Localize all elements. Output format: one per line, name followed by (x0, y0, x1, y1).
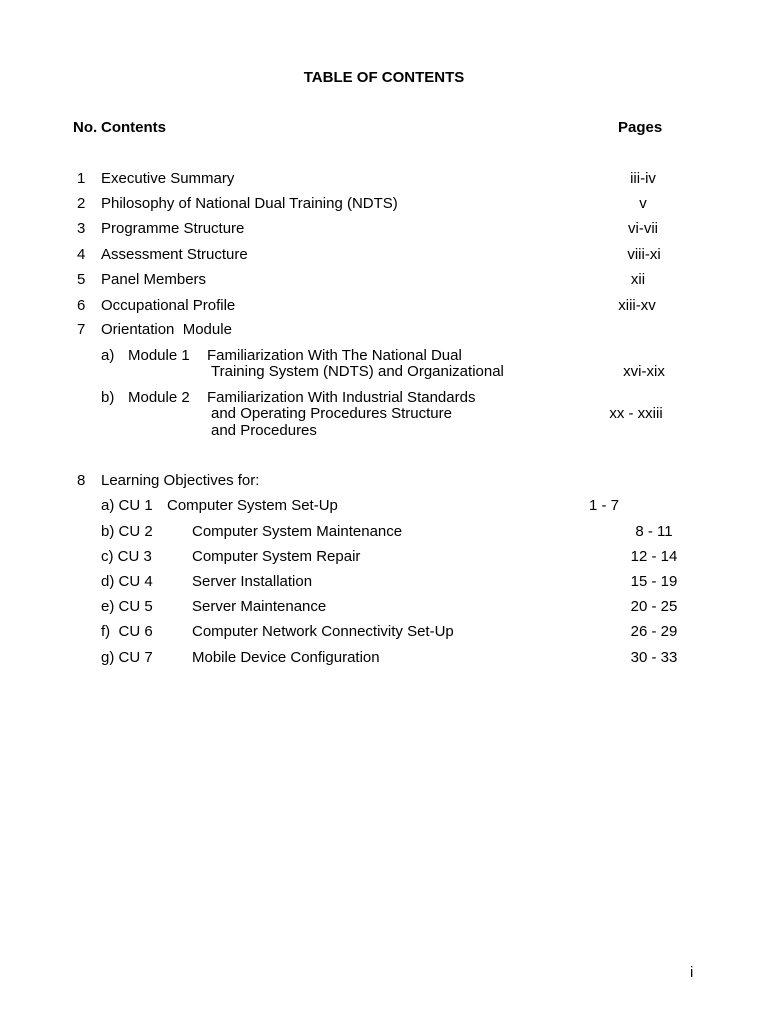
page-number: i (690, 964, 694, 981)
cu-pages: 1 - 7 (588, 497, 620, 514)
entry-no: 5 (77, 271, 86, 288)
cu-text: Server Maintenance (192, 598, 327, 615)
entry-pages: iii-iv (630, 170, 656, 187)
cu-pages: 26 - 29 (630, 623, 678, 640)
module-code: Module 1 (128, 347, 190, 364)
entry-text: Philosophy of National Dual Training (NDTS) (101, 195, 398, 212)
entry-text: Panel Members (101, 271, 207, 288)
cu-label: a) CU 1 (101, 497, 153, 514)
entry-pages: xiii-xv (618, 297, 656, 314)
cu-pages: 15 - 19 (630, 573, 678, 590)
header-no: No. (73, 119, 98, 136)
cu-label: d) CU 4 (101, 573, 153, 590)
entry-no: 1 (77, 170, 86, 187)
cu-text: Mobile Device Configuration (192, 649, 380, 666)
cu-text: Computer System Set-Up (167, 497, 338, 514)
cu-pages: 8 - 11 (635, 523, 673, 540)
cu-text: Computer System Repair (192, 548, 361, 565)
cu-text: Computer System Maintenance (192, 523, 403, 540)
cu-label: f) CU 6 (101, 623, 153, 640)
cu-label: e) CU 5 (101, 598, 153, 615)
module-title-line: Training System (NDTS) and Organizational (211, 363, 504, 380)
entry-no: 2 (77, 195, 86, 212)
entry-no: 7 (77, 321, 86, 338)
entry-pages: v (639, 195, 647, 212)
module-title-line: and Operating Procedures Structure (211, 405, 452, 422)
cu-pages: 30 - 33 (630, 649, 678, 666)
entry-text: Programme Structure (101, 220, 245, 237)
entry-pages: viii-xi (627, 246, 661, 263)
module-pages: xx - xxiii (609, 405, 663, 422)
entry-no: 8 (77, 472, 86, 489)
learning-heading: Learning Objectives for: (101, 472, 260, 489)
header-contents: Contents (101, 119, 166, 136)
entry-pages: xii (630, 271, 646, 288)
page-title: TABLE OF CONTENTS (303, 69, 465, 86)
module-title-line: Familiarization With Industrial Standards (207, 389, 476, 406)
entry-no: 3 (77, 220, 86, 237)
cu-label: b) CU 2 (101, 523, 153, 540)
entry-text: Occupational Profile (101, 297, 236, 314)
cu-label: c) CU 3 (101, 548, 152, 565)
entry-no: 4 (77, 246, 86, 263)
cu-text: Server Installation (192, 573, 313, 590)
module-letter: a) (101, 347, 115, 364)
entry-text: Assessment Structure (101, 246, 248, 263)
module-title-line: and Procedures (211, 422, 317, 439)
entry-no: 6 (77, 297, 86, 314)
module-pages: xvi-xix (623, 363, 665, 380)
module-letter: b) (101, 389, 115, 406)
module-title-line: Familiarization With The National Dual (207, 347, 462, 364)
entry-pages: vi-vii (628, 220, 658, 237)
cu-pages: 12 - 14 (630, 548, 678, 565)
cu-text: Computer Network Connectivity Set-Up (192, 623, 454, 640)
entry-text: Executive Summary (101, 170, 235, 187)
cu-pages: 20 - 25 (630, 598, 678, 615)
entry-text: Orientation Module (101, 321, 232, 338)
module-code: Module 2 (128, 389, 190, 406)
cu-label: g) CU 7 (101, 649, 153, 666)
header-pages: Pages (618, 119, 663, 136)
